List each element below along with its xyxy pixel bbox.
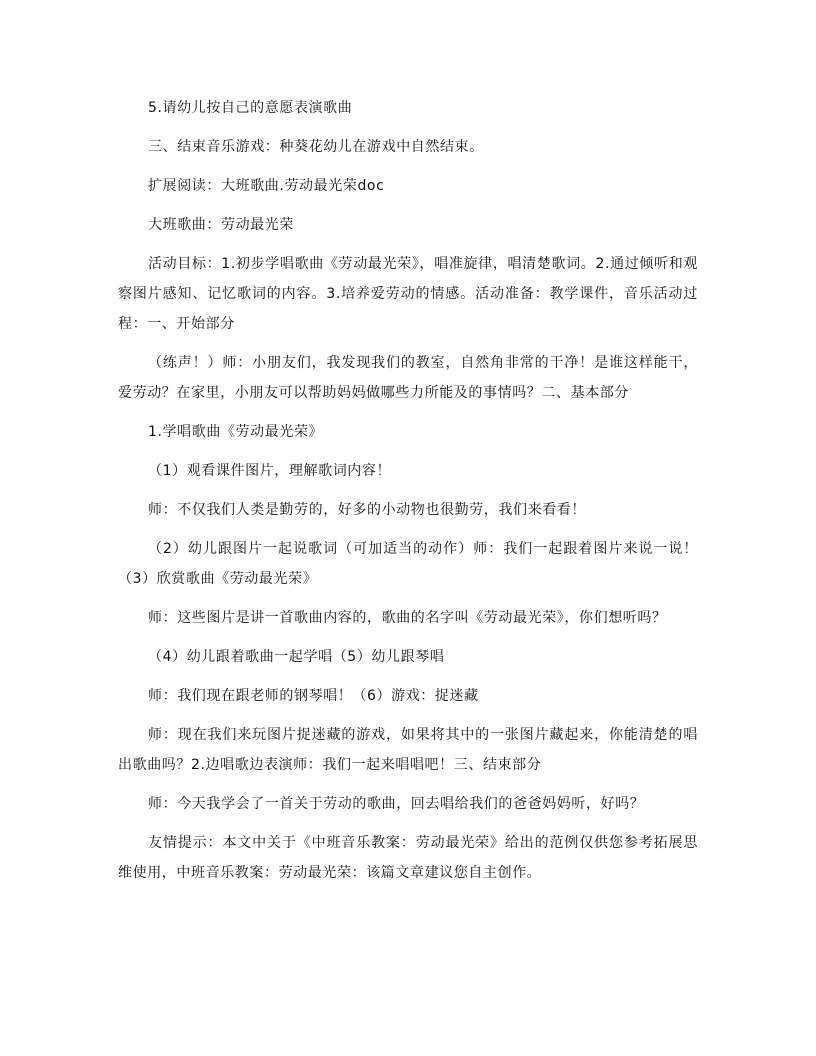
paragraph-2: 三、结束音乐游戏：种葵花幼儿在游戏中自然结束。 [148, 139, 484, 155]
paragraph-15: 师：今天我学会了一首关于劳动的歌曲，回去唱给我们的爸爸妈妈听，好吗？ [148, 796, 645, 812]
paragraph-14: 师：现在我们来玩图片捉迷藏的游戏，如果将其中的一张图片藏起来，你能清楚的唱出歌曲吗？2.边唱歌边表演师：我们一起来唱唱吧！三、结束部分 [118, 727, 698, 773]
paragraph-13: 师：我们现在跟老师的钢琴唱！（6）游戏：捉迷藏 [148, 688, 479, 704]
paragraph-3: 扩展阅读：大班歌曲.劳动最光荣doc [148, 178, 385, 194]
paragraph-1: 5.请幼儿按自己的意愿表演歌曲 [148, 100, 353, 116]
paragraph-9: 师：不仅我们人类是勤劳的，好多的小动物也很勤劳，我们来看看！ [148, 502, 586, 518]
paragraph-8: （1）观看课件图片，理解歌词内容！ [148, 463, 392, 479]
paragraph-7: 1.学唱歌曲《劳动最光荣》 [148, 424, 324, 440]
paragraph-6: （练声！）师：小朋友们，我发现我们的教室，自然角非常的干净！是谁这样能干，爱劳动？在家里，小朋友可以帮助妈妈做哪些力所能及的事情吗？二、基本部分 [118, 355, 698, 401]
paragraph-12: （4）幼儿跟着歌曲一起学唱（5）幼儿跟琴唱 [148, 649, 445, 665]
paragraph-16: 友情提示：本文中关于《中班音乐教案：劳动最光荣》给出的范例仅供您参考拓展思维使用，中班音乐教案：劳动最光荣：该篇文章建议您自主创作。 [118, 835, 698, 881]
paragraph-10: （2）幼儿跟图片一起说歌词（可加适当的动作）师：我们一起跟着图片来说一说！（3）欣赏歌曲《劳动最光荣》 [118, 541, 698, 587]
paragraph-5: 活动目标：1.初步学唱歌曲《劳动最光荣》，唱准旋律，唱清楚歌词。2.通过倾听和观察图片感知、记忆歌词的内容。3.培养爱劳动的情感。活动准备：教学课件，音乐活动过程：一、开始部分 [118, 256, 698, 332]
paragraph-11: 师：这些图片是讲一首歌曲内容的，歌曲的名字叫《劳动最光荣》，你们想听吗？ [148, 610, 667, 626]
paragraph-4: 大班歌曲：劳动最光荣 [148, 217, 294, 233]
document-body [118, 93, 698, 897]
